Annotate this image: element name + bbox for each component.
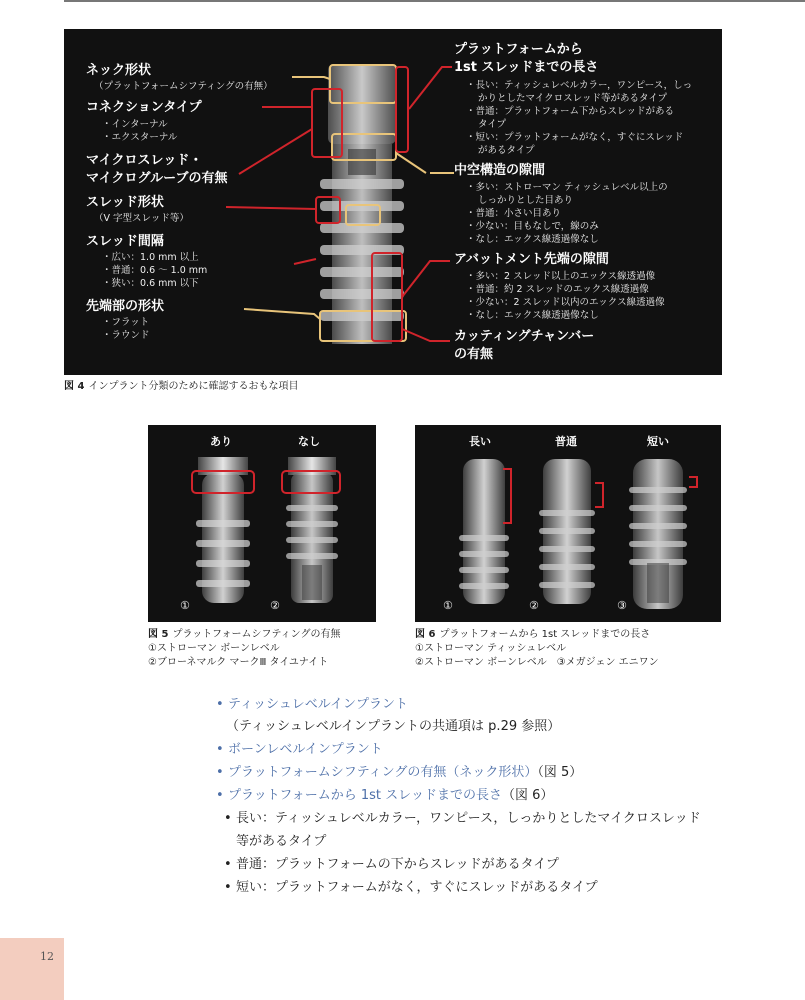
figure-6-caption-number: 図 6 [415,629,436,640]
label-pitch-wide: ・広い：1.0 mm 以上 [102,252,199,263]
figure-5-number-1: ① [180,599,190,612]
figure-5-caption-line-2: ②ブローネマルク マークⅢ タイユナイト [148,657,329,668]
bracket-normal [595,483,603,507]
list-item-tissue-level [216,696,408,714]
leader-cutting [402,329,450,341]
label-thread-shape-sub: （V 字型スレッド等） [94,213,189,224]
sub-item-short [224,879,598,897]
figure-5-number-2: ② [270,599,280,612]
label-cutting-chamber-2: の有無 [454,347,494,362]
figure-5-label-yes: あり [210,435,232,448]
bullet: • [224,811,232,826]
figure-6-label-short: 短い [647,435,669,448]
leader-platform-length [409,67,452,109]
bullet: • [216,697,224,712]
label-thread-pitch: スレッド間隔 [86,234,164,249]
figure-5-caption-number: 図 5 [148,629,169,640]
label-internal: ・インターナル [102,119,168,130]
label-cutting-chamber-1: カッティングチャンバー [454,329,595,344]
figure-4-panel [64,29,722,375]
label-pitch-narrow: ・狭い：0.6 mm 以下 [102,278,199,289]
figure-6-panel [415,425,721,622]
implant-1-xray [196,457,250,603]
figure-4-caption-text: インプラント分類のために確認するおもな項目 [88,381,299,392]
leader-tip [244,309,320,319]
label-length-long-1: ・長い：ティッシュレベルカラー，ワンピース，しっ [466,80,693,91]
label-hollow-normal: ・普通：小さい目あり [466,208,562,219]
label-abutment-none: ・なし：エックス線透過像なし [466,310,599,321]
figure-5-panel [148,425,376,622]
label-tip-shape: 先端部の形状 [86,299,165,314]
list-item-tissue-level-note: （ティッシュレベルインプラントの共通項は p.29 参照） [226,719,561,734]
bullet: • [224,880,232,895]
figure-6-label-long: 長い [469,435,491,448]
label-length-long-2: かりとしたマイクロスレッド等があるタイプ [478,93,668,104]
figure-6-caption [415,628,650,641]
label-length-normal-2: タイプ [478,119,507,130]
label-hollow-gap: 中空構造の隙間 [454,163,546,178]
label-microthread: マイクロスレッド・ [86,153,203,168]
label-abutment-normal: ・普通：約 2 スレッドのエックス線透過像 [466,284,649,295]
figure-5-label-no: なし [298,435,320,448]
sub-item-normal-text: 普通：プラットフォームの下からスレッドがあるタイプ [236,857,559,872]
implant-long-xray [459,459,509,604]
leader-abutment [402,261,450,297]
figure-5-caption-line-1: ①ストローマン ボーンレベル [148,643,280,654]
list-item-platform-shifting [216,764,582,782]
label-tip-round: ・ラウンド [102,330,150,341]
sub-item-normal [224,856,559,874]
sub-item-long-cont: 等があるタイプ [236,834,327,849]
figure-6-caption-line-1: ①ストローマン ティッシュレベル [415,643,567,654]
figure-5-graphic [148,425,376,622]
bullet: • [216,765,224,780]
label-hollow-many-1: ・多い：ストローマン ティッシュレベル以上の [466,182,668,193]
figure-6-graphic [415,425,721,622]
leader-thread-shape [226,207,316,209]
bullet: • [224,857,232,872]
leader-neck [292,77,330,79]
leader-hollow [396,153,426,173]
figure-6-label-normal: 普通 [555,435,577,448]
label-neck-shape-sub: （プラットフォームシフティングの有無） [94,81,273,92]
label-external: ・エクスターナル [102,132,178,143]
label-hollow-many-2: しっかりとした目あり [478,195,574,206]
page-number-tab [0,938,64,1000]
label-platform-length-2: 1st スレッドまでの長さ [454,60,599,75]
figure-6-caption-line-2: ②ストローマン ボーンレベル ③メガジェン エニワン [415,657,659,668]
figure-6-number-2: ② [529,599,539,612]
label-tip-flat: ・フラット [102,317,150,328]
figure-6-number-1: ① [443,599,453,612]
sub-item-long-text: 長い：ティッシュレベルカラー，ワンピース，しっかりとしたマイクロスレッド [236,811,701,826]
list-item-bone-level-text: ボーンレベルインプラント [228,742,383,757]
bullet: • [216,788,224,803]
list-item-platform-length-text: プラットフォームから 1st スレッドまでの長さ [228,788,502,803]
figure-6-number-3: ③ [617,599,627,612]
leader-microthread [239,129,312,174]
list-item-tissue-level-text: ティッシュレベルインプラント [228,697,409,712]
bracket-short [689,477,697,487]
label-microgroove: マイクログルーブの有無 [86,171,228,186]
label-neck-shape: ネック形状 [86,63,152,78]
figure-5-caption [148,628,340,641]
list-item-platform-shifting-ref: （図 5） [537,765,583,780]
label-length-short-2: があるタイプ [478,145,535,156]
label-hollow-few: ・少ない：目もなしで，線のみ [466,221,599,232]
sub-item-long [224,810,701,828]
label-hollow-none: ・なし：エックス線透過像なし [466,234,599,245]
figure-5-caption-text: プラットフォームシフティングの有無 [172,629,341,640]
list-item-platform-shifting-text: プラットフォームシフティングの有無（ネック形状） [228,765,538,780]
implant-normal-xray [539,459,595,604]
label-abutment-gap: アバットメント先端の隙間 [454,252,609,267]
label-platform-length-1: プラットフォームから [454,42,583,57]
implant-2-xray [286,457,338,603]
label-abutment-few: ・少ない：2 スレッド以内のエックス線透過像 [466,297,665,308]
figure-4-caption [64,380,298,393]
list-item-platform-length [216,787,553,805]
implant-short-xray [629,459,687,609]
label-abutment-many: ・多い：2 スレッド以上のエックス線透過像 [466,271,656,282]
label-length-normal-1: ・普通：プラットフォーム下からスレッドがある [466,106,674,117]
label-pitch-normal: ・普通：0.6 〜 1.0 mm [102,265,208,276]
leader-thread-pitch [294,259,316,264]
bullet: • [216,742,224,757]
label-thread-shape: スレッド形状 [86,195,164,210]
page-number: 12 [40,950,54,963]
sub-item-short-text: 短い：プラットフォームがなく，すぐにスレッドがあるタイプ [236,880,598,895]
figure-6-caption-text: プラットフォームから 1st スレッドまでの長さ [439,629,651,640]
list-item-bone-level [216,741,383,759]
figure-4-caption-number: 図 4 [64,381,85,392]
label-length-short-1: ・短い：プラットフォームがなく，すぐにスレッド [466,132,684,143]
label-connection-type: コネクションタイプ [86,100,202,115]
platform-length-highlight-box [396,67,408,152]
top-rule [64,0,805,2]
list-item-platform-length-ref: （図 6） [501,788,554,803]
